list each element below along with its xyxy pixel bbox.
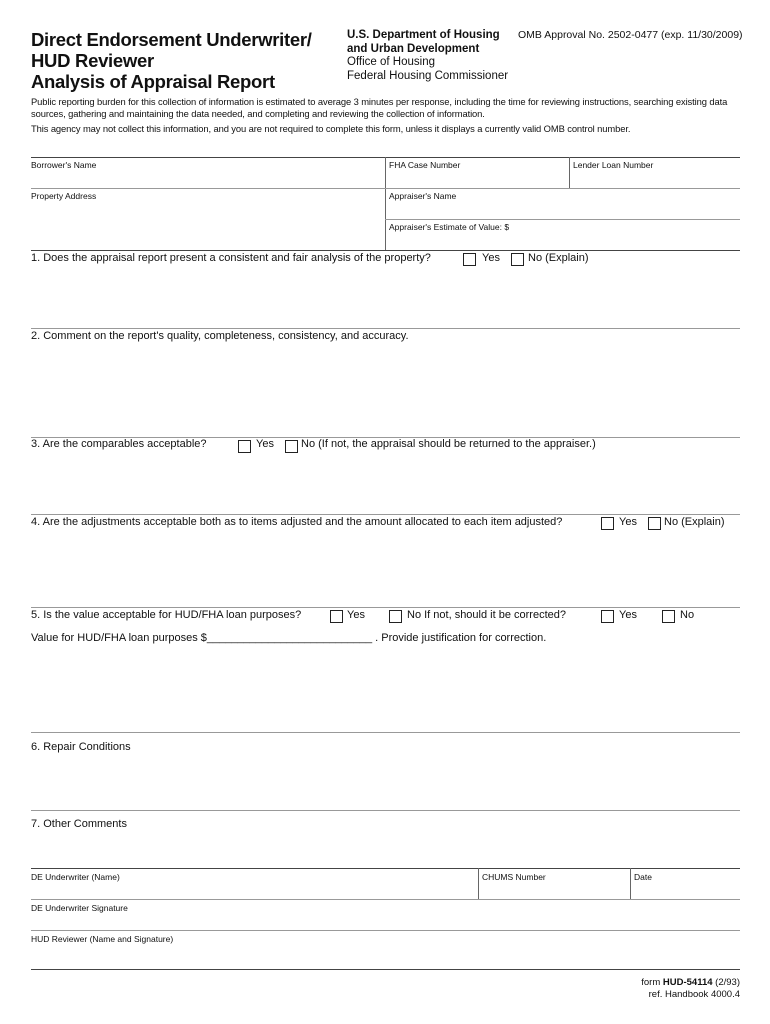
chums-number-field[interactable]: CHUMS Number — [482, 872, 546, 882]
agency-line-1: U.S. Department of Housing — [347, 29, 500, 41]
property-address-field[interactable]: Property Address — [31, 191, 97, 201]
divider — [31, 732, 740, 733]
question-2-text: 2. Comment on the report's quality, completeness, consistency, and accuracy. — [31, 330, 409, 342]
question-4-text: 4. Are the adjustments acceptable both as to items adjusted and the amount allocated to each item adjusted? — [31, 516, 563, 528]
lender-loan-number-field[interactable]: Lender Loan Number — [573, 160, 654, 170]
q1-yes-label: Yes — [482, 252, 500, 264]
q1-no-label: No (Explain) — [528, 252, 589, 264]
appraiser-name-field[interactable]: Appraiser's Name — [389, 191, 457, 201]
appraiser-estimate-field[interactable]: Appraiser's Estimate of Value: $ — [389, 222, 510, 232]
form-date: (2/93) — [712, 977, 740, 988]
question-3-text: 3. Are the comparables acceptable? — [31, 438, 207, 450]
q4-no-label: No (Explain) — [664, 516, 725, 528]
title-line-3: Analysis of Appraisal Report — [31, 71, 275, 92]
date-field[interactable]: Date — [634, 872, 652, 882]
q5-no-label: No If not, should it be corrected? — [407, 609, 566, 621]
question-6-text: 6. Repair Conditions — [31, 741, 131, 753]
q5-yes-label: Yes — [347, 609, 365, 621]
divider — [31, 328, 740, 329]
borrower-name-field[interactable]: Borrower's Name — [31, 160, 97, 170]
q5-correct-no-checkbox[interactable] — [662, 610, 675, 623]
q1-no-checkbox[interactable] — [511, 253, 524, 266]
hud-reviewer-field[interactable]: HUD Reviewer (Name and Signature) — [31, 934, 174, 944]
divider — [569, 157, 570, 188]
q5-correct-no-label: No — [680, 609, 695, 621]
divider — [385, 219, 740, 220]
control-statement: This agency may not collect this information, and you are not required to complete this form, unless it displays a currently valid OMB control number. — [31, 123, 631, 134]
q3-yes-label: Yes — [256, 438, 274, 450]
handbook-reference: ref. Handbook 4000.4 — [648, 989, 740, 1000]
de-underwriter-signature-field[interactable]: DE Underwriter Signature — [31, 903, 128, 913]
q3-no-label: No (If not, the appraisal should be returned to the appraiser.) — [301, 438, 596, 450]
form-footer — [641, 977, 740, 1001]
q5-yes-checkbox[interactable] — [330, 610, 343, 623]
divider — [31, 930, 740, 931]
form-title — [31, 29, 312, 92]
divider — [31, 250, 740, 251]
q4-no-checkbox[interactable] — [648, 517, 661, 530]
form-number-line — [641, 977, 740, 989]
omb-approval: OMB Approval No. 2502-0477 (exp. 11/30/2009) — [518, 29, 743, 41]
de-underwriter-name-field[interactable]: DE Underwriter (Name) — [31, 872, 120, 882]
question-1-text: 1. Does the appraisal report present a consistent and fair analysis of the property? — [31, 252, 431, 264]
divider — [31, 188, 740, 189]
divider — [385, 157, 386, 251]
question-7-text: 7. Other Comments — [31, 818, 127, 830]
title-line-1: Direct Endorsement Underwriter/ — [31, 29, 312, 50]
burden-notice — [31, 96, 743, 135]
agency-block — [347, 29, 508, 83]
divider — [31, 899, 740, 900]
q5-value-line[interactable]: Value for HUD/FHA loan purposes $___________________________ . Provide justification for correction. — [31, 632, 547, 644]
agency-line-2: and Urban Development — [347, 42, 480, 55]
divider — [31, 514, 740, 515]
q1-yes-checkbox[interactable] — [463, 253, 476, 266]
form-number: HUD-54114 — [662, 977, 713, 988]
title-line-2: HUD Reviewer — [31, 50, 154, 71]
divider — [630, 868, 631, 899]
q3-no-checkbox[interactable] — [285, 440, 298, 453]
divider — [478, 868, 479, 899]
agency-line-3: Office of Housing — [347, 56, 436, 68]
form-prefix: form — [641, 977, 663, 988]
q3-yes-checkbox[interactable] — [238, 440, 251, 453]
question-5-text: 5. Is the value acceptable for HUD/FHA loan purposes? — [31, 609, 302, 621]
divider — [31, 969, 740, 970]
fha-case-number-field[interactable]: FHA Case Number — [389, 160, 461, 170]
q5-no-checkbox[interactable] — [389, 610, 402, 623]
divider — [31, 868, 740, 869]
divider — [31, 810, 740, 811]
divider — [31, 607, 740, 608]
burden-statement: Public reporting burden for this collection of information is estimated to average 3 minutes per response, including the time for reviewing instructions, searching existing data sources, gathering and maintaining the data needed, and completing and reviewing the collection of information. — [31, 96, 728, 119]
q4-yes-checkbox[interactable] — [601, 517, 614, 530]
q5-correct-yes-checkbox[interactable] — [601, 610, 614, 623]
agency-line-4: Federal Housing Commissioner — [347, 69, 509, 82]
q5-correct-yes-label: Yes — [619, 609, 637, 621]
q4-yes-label: Yes — [619, 516, 637, 528]
